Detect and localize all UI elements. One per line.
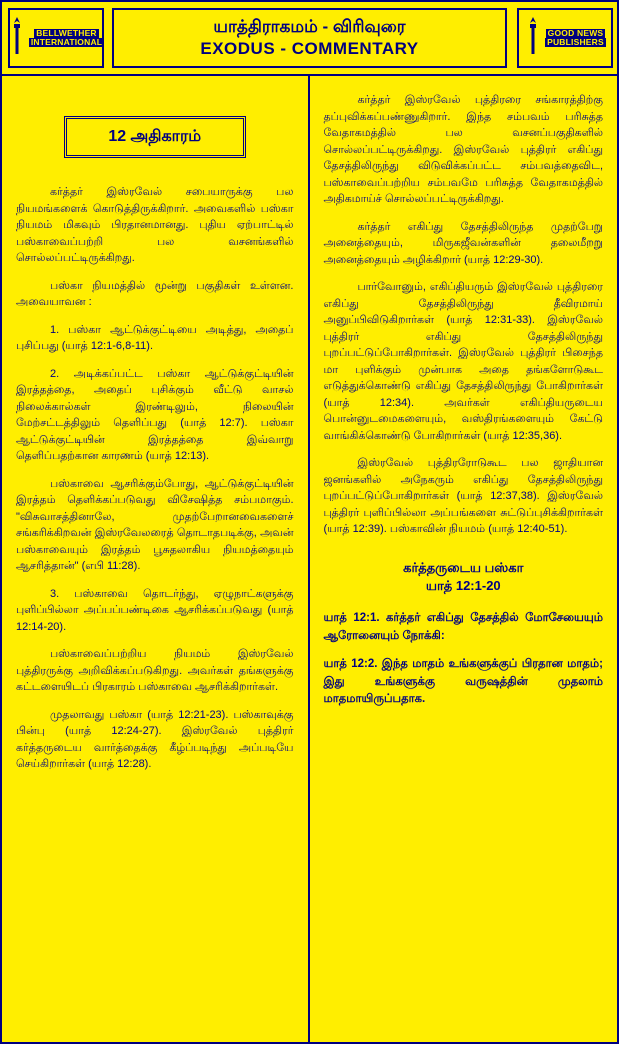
- title-english: EXODUS - COMMENTARY: [200, 38, 419, 58]
- good-news-logo-line2: PUBLISHERS: [547, 37, 604, 47]
- verse-text: யாத் 12:2. இந்த மாதம் உங்களுக்குப் பிரதான மாதம்; இது உங்களுக்கு வருஷத்தின் முதலாம் மாதமாயிருப்பதாக.: [323, 657, 603, 706]
- torch-icon: [524, 16, 542, 61]
- page-header: [2, 2, 617, 76]
- paragraph: முதலாவது பஸ்கா (யாத் 12:21-23). பஸ்காவுக்கு பின்பு (யாத் 12:24-27). இஸ்ரவேல் புத்திரர் கர்த்தருடைய வார்த்தைக்கு கீழ்ப்படிந்து அப்படியே செய்கிறார்கள் (யாத் 12:28).: [16, 708, 294, 770]
- bellwether-logo-line2: INTERNATIONAL: [30, 37, 103, 47]
- verse-text: யாத் 12:1. கர்த்தர் எகிப்து தேசத்தில் மோசேயையும் ஆரோனையும் நோக்கி:: [323, 612, 603, 642]
- paragraph: பஸ்கா நியமத்தில் மூன்று பகுதிகள் உள்ளன. அவையாவன :: [16, 279, 294, 308]
- paragraph: கர்த்தர் இஸ்ரவேல் புத்திரரை சங்காரத்திற்கு தப்புவிக்கப்பண்ணுகிறார். இந்த சம்பவம் பரிசுத்த வேதாகமத்தில் பல வசனப்பகுதிகளில் சொல்லப்பட்டிருக்கிறது. இஸ்ரவேல் புத்திரர் எகிப்து தேசத்திலிருந்து விடுவிக்கப்பட்ட சம்பவத்தைவிட, பஸ்காவைப்பற்றிய சம்பவமே பரிசுத்த வேதாகமத்தில் அதிகமாய்ச் சொல்லப்பட்டிருக்கிறது.: [323, 94, 603, 205]
- paragraph: 2. அடிக்கப்பட்ட பஸ்கா ஆட்டுக்குட்டியின் இரத்தத்தை, அதைப் புசிக்கும் வீட்டு வாசல் நிலைக்கால்கள் இரண்டிலும், நிலையின் மேற்சட்டத்திலும் தெளிப்பது (யாத் 12:7). பஸ்கா ஆட்டுக்குட்டியின் இரத்தத்தை இவ்வாறு தெளிப்பதற்கான காரணம் (யாத் 12:13).: [16, 367, 294, 462]
- section-heading-line2: யாத் 12:1-20: [425, 578, 501, 594]
- document-title: [112, 8, 507, 68]
- chapter-title: 12 அதிகாரம்: [108, 128, 202, 145]
- paragraph: இஸ்ரவேல் புத்திரரோடுகூட பல ஜாதியான ஜனங்களில் அநேகரும் எகிப்து தேசத்திலிருந்து புறப்பட்டுப்போகிறார்கள் (யாத் 12:37,38). இஸ்ரவேல் புத்திரர் புளிப்பில்லா அப்பங்களை சுட்டுப்புசிக்கிறார்கள் (யாத் 12:39). பஸ்காவின் நியமம் (யாத் 12:40-51).: [323, 457, 603, 535]
- good-news-logo-line1: GOOD NEWS: [547, 28, 604, 39]
- chapter-heading-box: [64, 116, 246, 158]
- paragraph: கர்த்தர் இஸ்ரவேல் சபையாருக்கு பல நியமங்களைக் கொடுத்திருக்கிறார். அவைகளில் பஸ்கா நியமம் மிகவும் பிரதானமானது. புதிய ஏற்பாட்டில் பஸ்காவைப்பற்றி பல வசனங்களில் சொல்லப்பட்டிருக்கிறது.: [16, 186, 294, 264]
- paragraph: கர்த்தர் எகிப்து தேசத்திலிருந்த முதற்பேறு அனைத்தையும், மிருகஜீவன்களின் தலைமீறறு அனைத்தையும் அழிக்கிறார் (யாத் 12:29-30).: [323, 220, 603, 266]
- paragraph: பார்வோனும், எகிப்தியரும் இஸ்ரவேல் புத்திரரை எகிப்து தேசத்திலிருந்து தீவிரமாய் அனுப்பிவிடுகிறார்கள் (யாத் 12:31-33). இஸ்ரவேல் புத்திரர் எகிப்து தேசத்திலிருந்து புறப்பட்டுப்போகிறார்கள். இஸ்ரவேல் புத்திரர் பிசைந்த மா புளிக்கும் முன்பாக அதை தங்களோடுகூட எடுத்துக்கொண்டு எகிப்து தேசத்திலிருந்து போகிறார்கள் (யாத் 12:34). அவர்கள் எகிப்தியருடைய பொன்னுடமைகளையும், வஸ்திரங்களையும் கேட்டு வாங்கிக்கொண்டு போகிறார்கள் (யாத் 12:35,36).: [323, 281, 603, 442]
- good-news-publishers-logo: [517, 8, 613, 68]
- section-heading-line1: கர்த்தருடைய பஸ்கா: [403, 559, 524, 575]
- right-column: [310, 76, 618, 1044]
- torch-icon: [8, 16, 26, 61]
- paragraph: 1. பஸ்கா ஆட்டுக்குட்டியை அடித்து, அதைப் புசிப்பது (யாத் 12:1-6,8-11).: [16, 323, 294, 352]
- bellwether-logo-line1: BELLWETHER: [36, 28, 97, 39]
- title-tamil: யாத்திராகமம் - விரிவுரை: [213, 17, 406, 37]
- bellwether-logo: [8, 8, 104, 68]
- section-heading: [324, 559, 604, 597]
- paragraph: பஸ்காவைப்பற்றிய நியமம் இஸ்ரவேல் புத்திரருக்கு அறிவிக்கப்படுகிறது. அவர்கள் தங்களுக்கு கட்டளையிடப் பிரகாரம் பஸ்காவை ஆசரிக்கிறார்கள்.: [16, 648, 294, 693]
- page-body: [2, 76, 617, 1044]
- paragraph: 3. பஸ்காவை தொடர்ந்து, ஏழுநாட்களுக்கு புளிப்பில்லா அப்பப்பண்டிகை ஆசரிக்கப்படுவது (யாத் 12:14-20).: [16, 587, 294, 633]
- paragraph: பஸ்காவை ஆசரிக்கும்போது, ஆட்டுக்குட்டியின் இரத்தம் தெளிக்கப்படுவது விசேஷித்த சம்பமாகும். "விசுவாசத்தினாலே, முதற்பேறானவைகளைச் சங்கரிக்கிறவன் இஸ்ரவேலரைத் தொடாதபடிக்கு, அவன் பஸ்காவையும் இரத்தம் பூசுதலாகிய நியமத்தையும் ஆசரித்தான்" (எபி 11:28).: [16, 477, 294, 572]
- left-column: [2, 76, 310, 1044]
